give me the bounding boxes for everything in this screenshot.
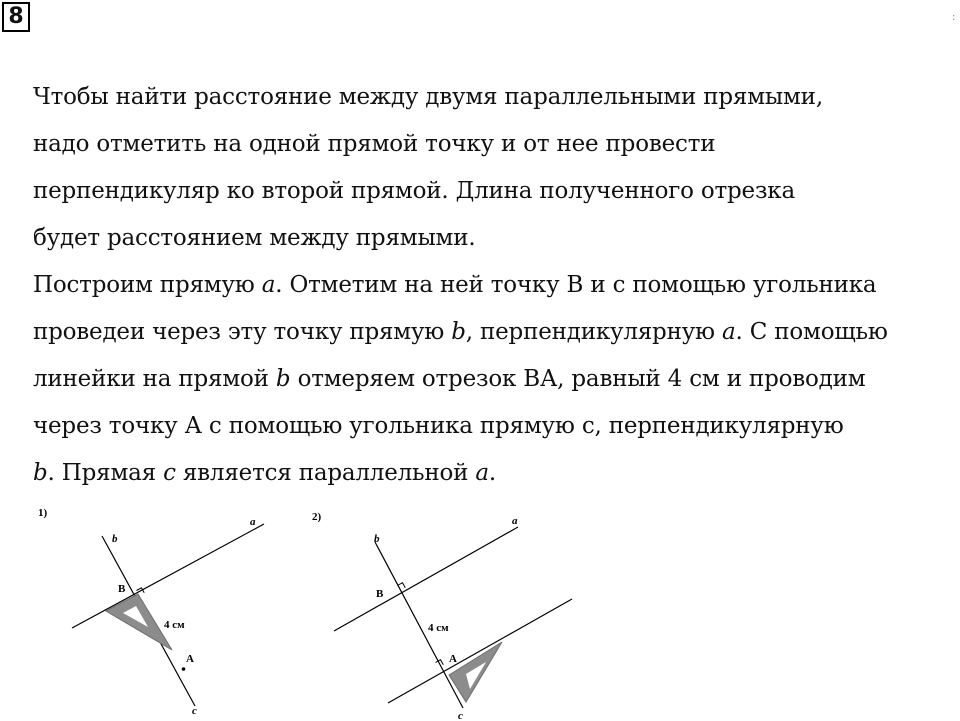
label-a: a	[250, 516, 256, 528]
line-a	[334, 527, 518, 631]
text-run: через точку А с помощью угольника прямую с, перпендикулярную	[33, 413, 844, 439]
label-distance: 4 см	[164, 619, 185, 631]
label-a: a	[512, 515, 518, 527]
text-run: .	[488, 460, 496, 486]
line-c	[388, 599, 572, 703]
label-c: c	[192, 705, 197, 717]
text-run: . Отметим на ней точку В и с помощью угольника	[275, 272, 877, 298]
text-run-italic: c	[163, 460, 176, 486]
figure-2	[308, 500, 583, 721]
text-run: линейки на прямой	[33, 366, 276, 392]
text-run: проведеи через эту точку прямую	[33, 319, 452, 345]
text-line: будет расстоянием между прямыми.	[33, 225, 476, 251]
paragraph-2	[33, 262, 953, 497]
text-run-italic: b	[275, 366, 291, 392]
text-line	[33, 309, 953, 356]
paragraph-1	[33, 74, 953, 262]
figure-1-number: 1)	[38, 507, 48, 519]
figure-1	[30, 500, 280, 721]
text-run: Построим прямую	[33, 272, 262, 298]
label-point-b: B	[118, 583, 126, 595]
text-run-italic: a	[261, 272, 276, 298]
text-run-italic: b	[451, 319, 466, 345]
solution-text	[33, 74, 953, 497]
point-a-dot	[182, 667, 186, 671]
label-point-a: A	[186, 653, 194, 665]
task-number: 8	[8, 4, 24, 29]
text-run-italic: a	[475, 460, 489, 486]
text-line: перпендикуляр ко второй прямой. Длина полученного отрезка	[33, 178, 795, 204]
text-run: , перпендикулярную	[465, 319, 722, 345]
label-c: c	[458, 710, 463, 721]
label-b: b	[374, 533, 380, 545]
line-a	[72, 524, 264, 628]
text-run: отмеряем отрезок ВА, равный 4 см и проводим	[290, 366, 866, 392]
text-run-italic: a	[721, 319, 736, 345]
text-line	[33, 403, 953, 450]
text-run: . С помощью	[735, 319, 888, 345]
text-line: Чтобы найти расстояние между двумя параллельными прямыми,	[33, 84, 823, 110]
task-number-badge	[2, 2, 30, 32]
text-line: надо отметить на одной прямой точку и от нее провести	[33, 131, 716, 157]
label-point-b: B	[376, 588, 384, 600]
corner-mark: :	[952, 12, 956, 23]
text-run: является параллельной	[175, 460, 476, 486]
line-b	[375, 542, 463, 708]
text-run: . Прямая	[47, 460, 164, 486]
text-line	[33, 356, 953, 403]
set-square	[106, 594, 172, 650]
label-point-a: A	[449, 653, 457, 665]
text-line	[33, 450, 953, 497]
label-b: b	[112, 533, 118, 545]
label-distance: 4 см	[428, 622, 449, 634]
figure-2-number: 2)	[312, 511, 322, 523]
text-run-italic: b	[33, 460, 48, 486]
text-line	[33, 262, 953, 309]
